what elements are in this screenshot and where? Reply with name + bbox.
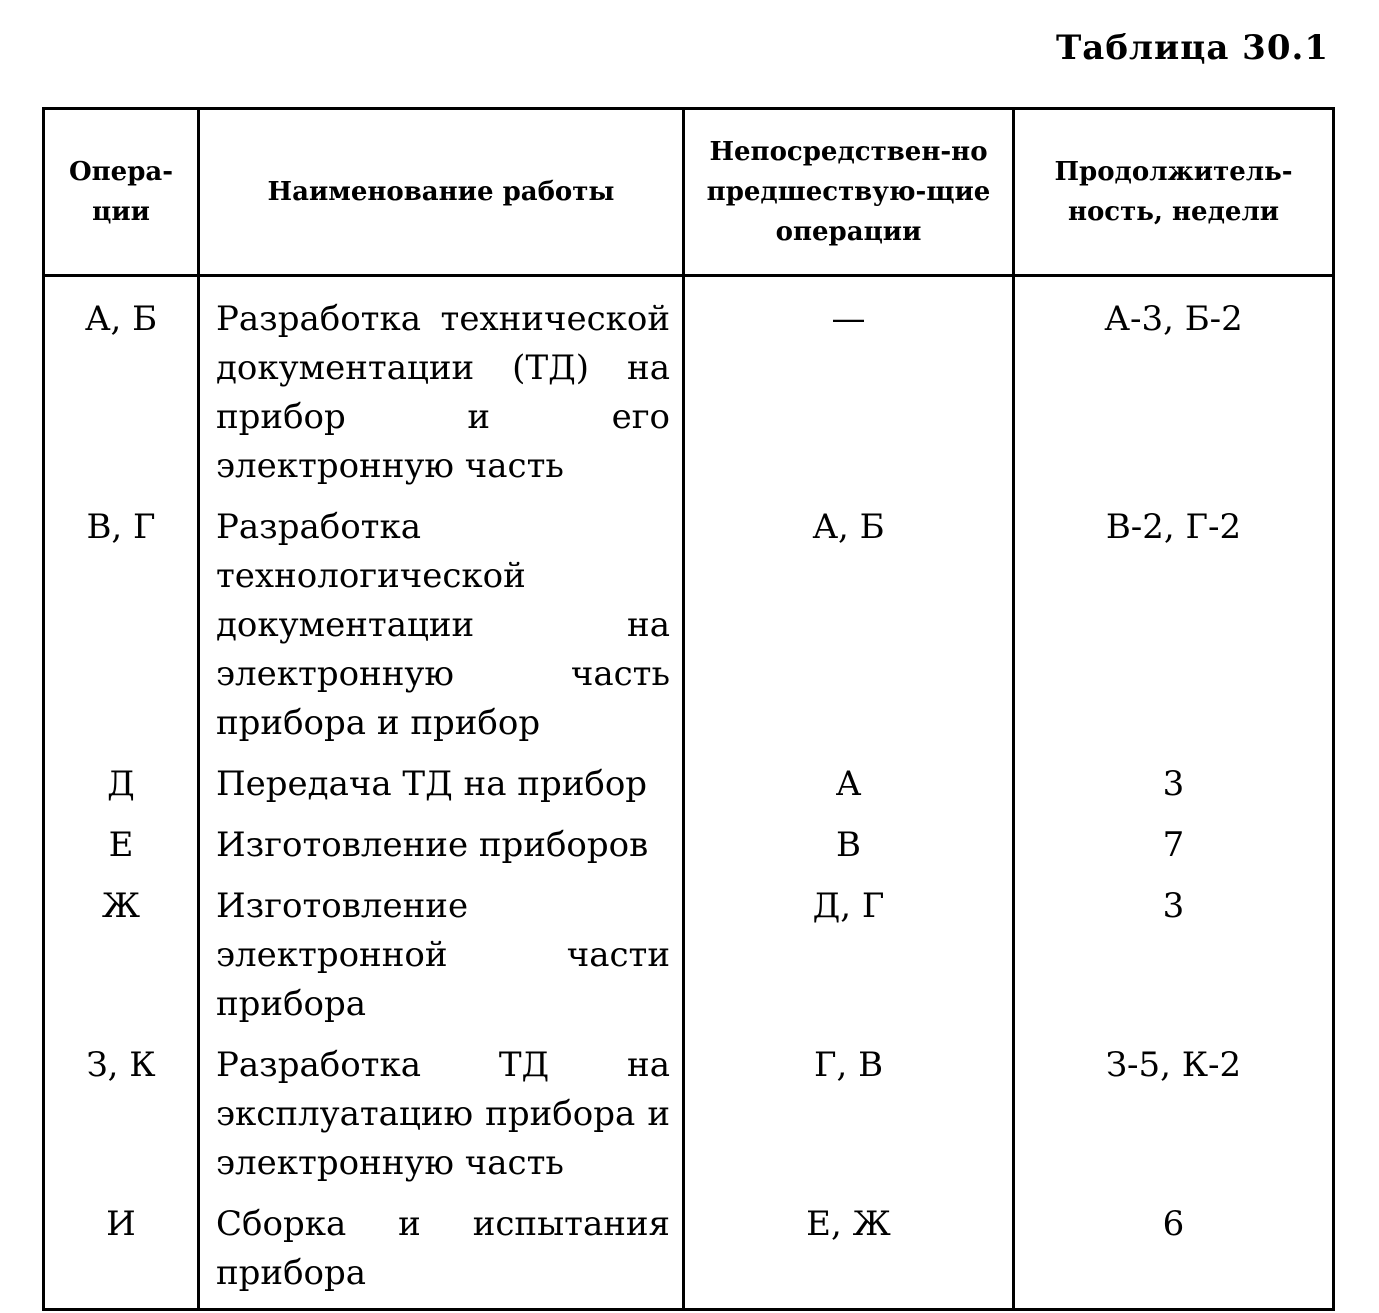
cell-duration: 7 [1014,809,1334,870]
header-operations: Опера-ции [44,109,199,276]
table-row [44,276,1334,492]
cell-work-name: Передача ТД на прибор [199,748,684,809]
cell-work-name: Разработка технологической документации на электронную часть прибора и прибор [199,491,684,748]
table-row [44,1029,1334,1188]
cell-duration: 6 [1014,1188,1334,1310]
cell-work-name: Сборка и испытания прибора [199,1188,684,1310]
header-duration: Продолжитель-ность, недели [1014,109,1334,276]
cell-work-name: Изготовление приборов [199,809,684,870]
cell-duration: 3 [1014,870,1334,1029]
cell-operations: Е [44,809,199,870]
cell-predecessors: — [684,276,1014,492]
header-work-name: Наименование работы [199,109,684,276]
cell-operations: А, Б [44,276,199,492]
cell-operations: Ж [44,870,199,1029]
cell-work-name: Разработка технической документации (ТД) на прибор и его электронную часть [199,276,684,492]
cell-duration: 3 [1014,748,1334,809]
cell-duration: В-2, Г-2 [1014,491,1334,748]
table-caption: Таблица 30.1 [1056,28,1329,68]
table-row [44,809,1334,870]
cell-predecessors: Д, Г [684,870,1014,1029]
cell-work-name: Разработка ТД на эксплуатацию прибора и электронную часть [199,1029,684,1188]
cell-operations: В, Г [44,491,199,748]
cell-predecessors: А [684,748,1014,809]
table-row [44,491,1334,748]
cell-predecessors: В [684,809,1014,870]
table-row [44,748,1334,809]
header-row [44,109,1334,276]
cell-duration: А-3, Б-2 [1014,276,1334,492]
cell-work-name: Изготовление электронной части прибора [199,870,684,1029]
cell-operations: И [44,1188,199,1310]
header-predecessors: Непосредствен-но предшествую-щие операции [684,109,1014,276]
table-row [44,870,1334,1029]
table-row [44,1188,1334,1310]
cell-predecessors: Г, В [684,1029,1014,1188]
cell-predecessors: А, Б [684,491,1014,748]
cell-predecessors: Е, Ж [684,1188,1014,1310]
cell-operations: З, К [44,1029,199,1188]
cell-operations: Д [44,748,199,809]
operations-table [42,107,1335,1311]
cell-duration: З-5, К-2 [1014,1029,1334,1188]
